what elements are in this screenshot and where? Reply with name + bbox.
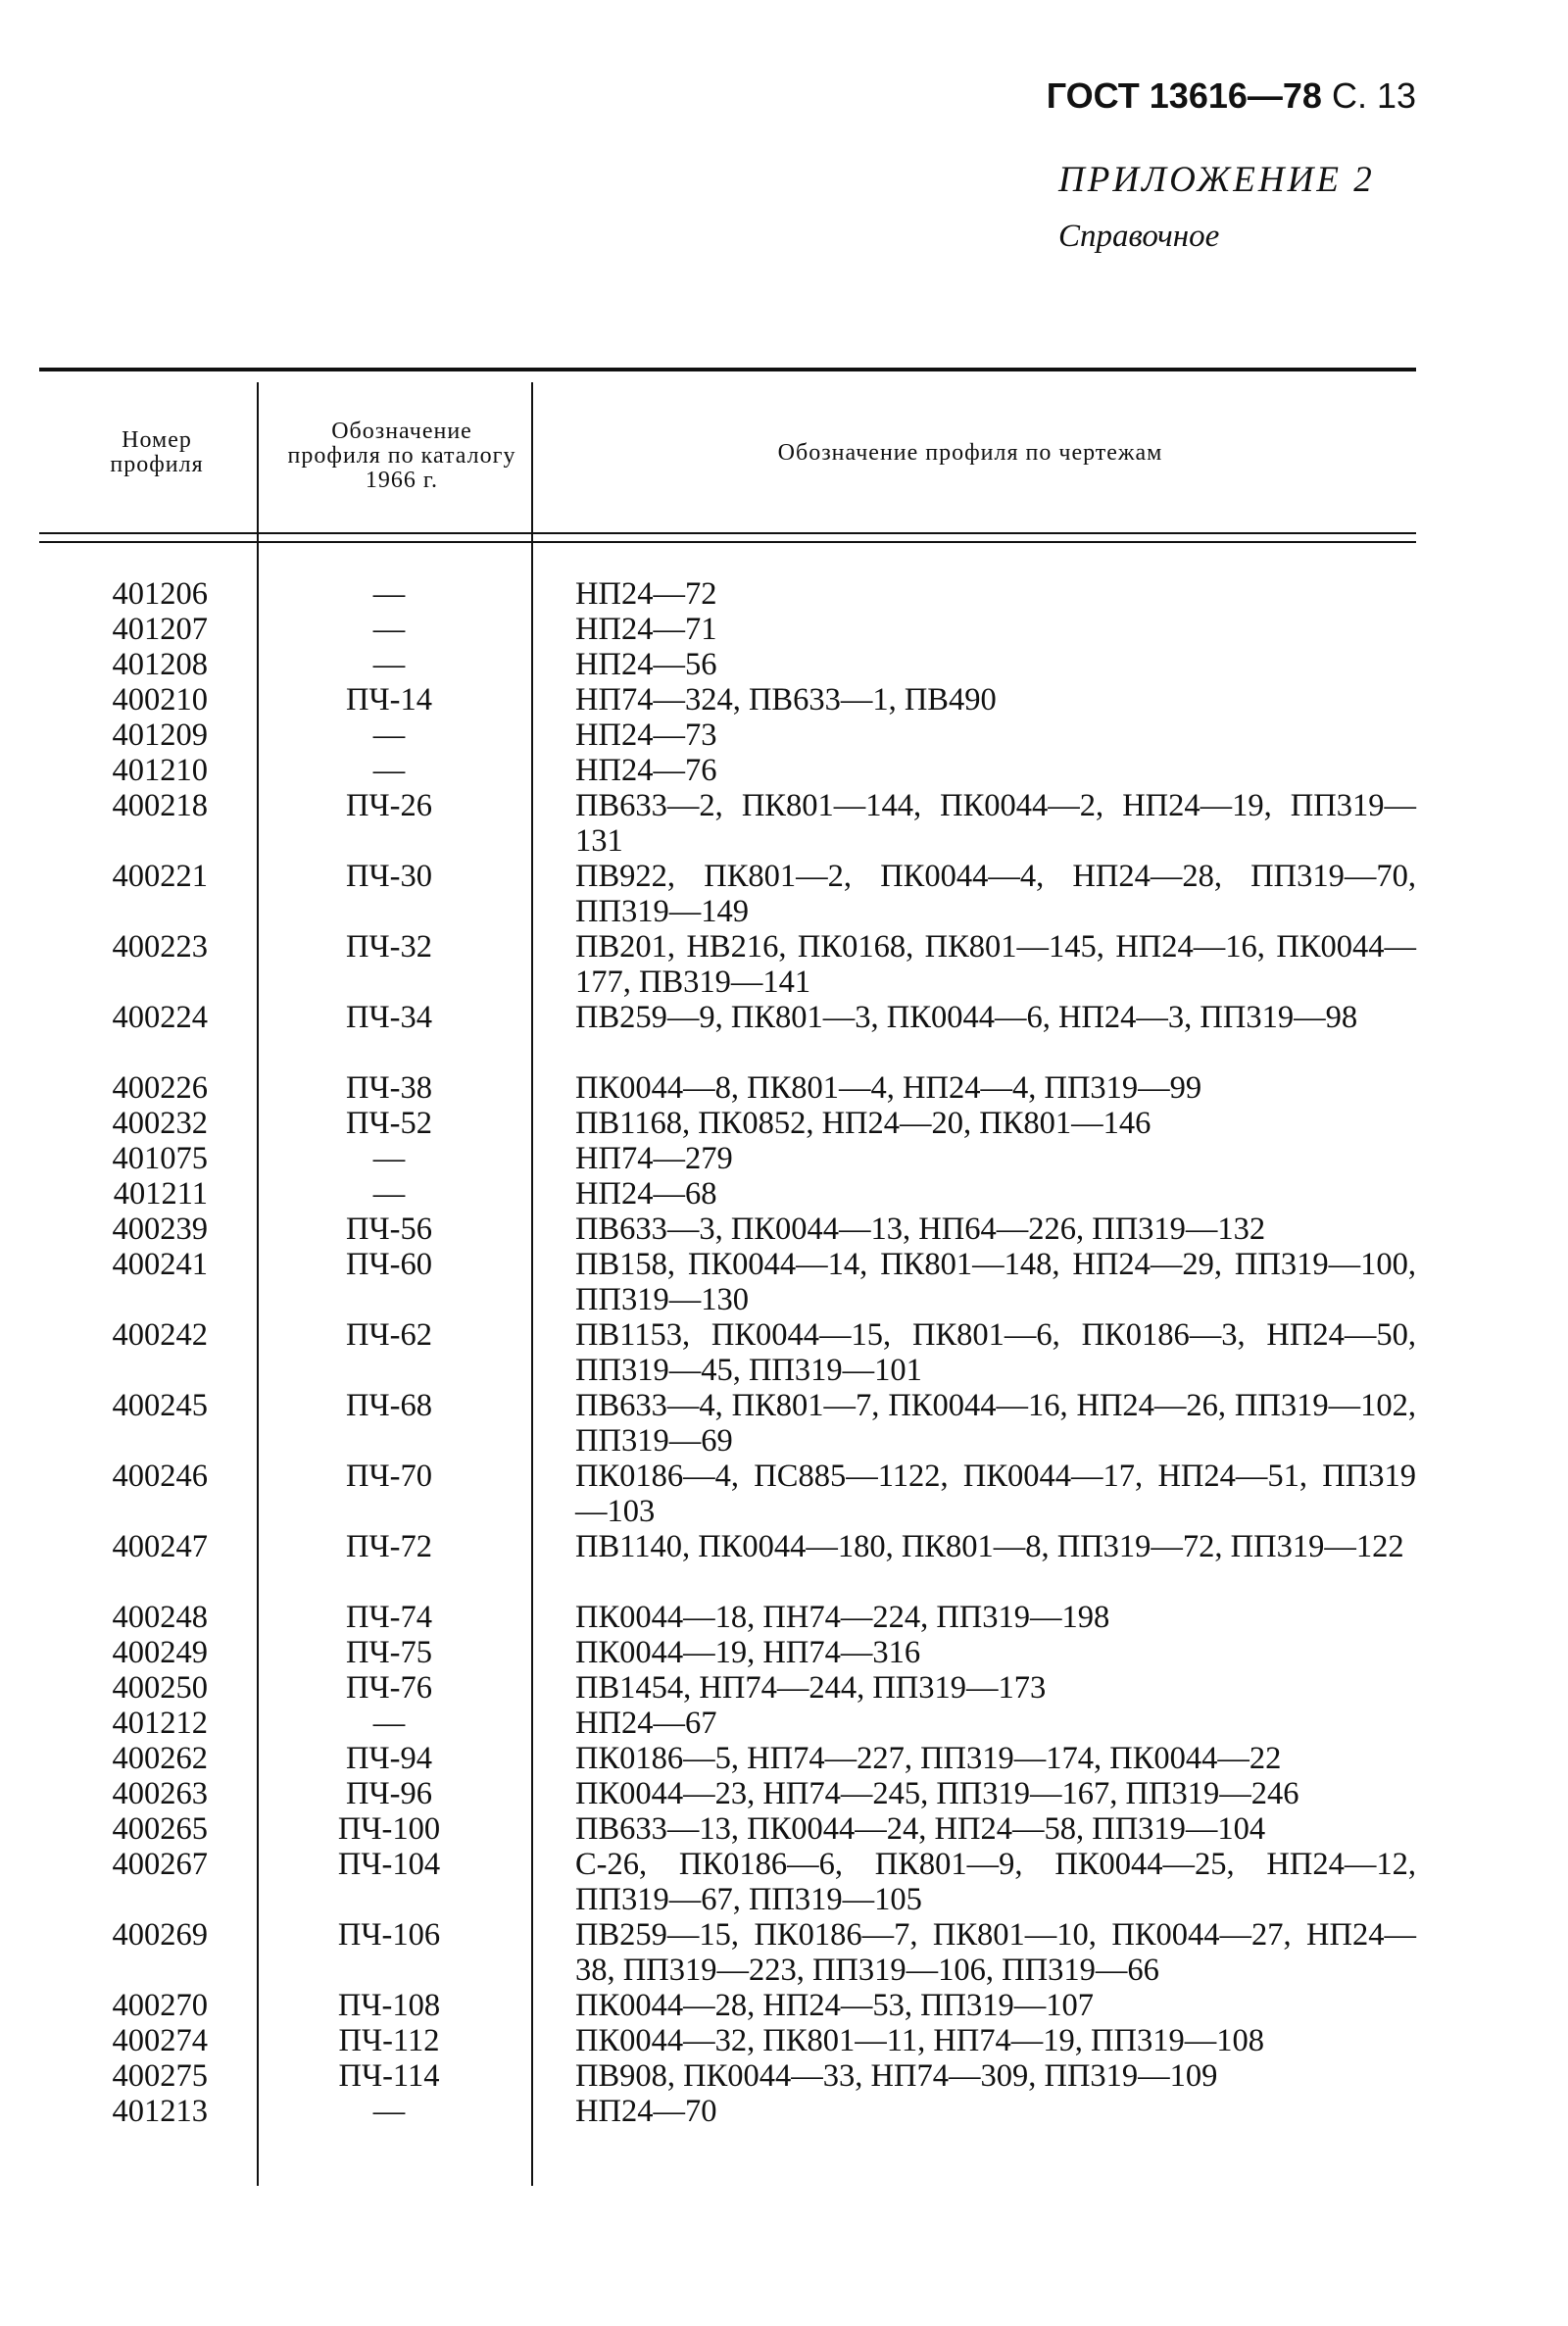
catalog-designation: ПЧ-62 bbox=[346, 1317, 432, 1353]
profile-number: 400218 bbox=[112, 788, 208, 823]
profile-number: 400226 bbox=[112, 1070, 208, 1106]
profile-number: 401207 bbox=[112, 612, 208, 647]
profile-number: 400245 bbox=[112, 1388, 208, 1423]
column-divider-2 bbox=[531, 382, 533, 2186]
profile-number: 400267 bbox=[112, 1847, 208, 1882]
standard-code: ГОСТ 13616—78 bbox=[1046, 75, 1322, 116]
profile-number: 400262 bbox=[112, 1741, 208, 1776]
drawing-designations: ПК0044—32, ПК801—11, НП74—19, ПП319—108 bbox=[575, 2023, 1264, 2058]
drawing-designations: С-26, ПК0186—6, ПК801—9, ПК0044—25, НП24—12, ПП319—67, ПП319—105 bbox=[575, 1847, 1416, 1917]
profile-number: 400269 bbox=[112, 1917, 208, 1953]
catalog-designation: — bbox=[372, 1141, 406, 1176]
drawing-designations: НП24—73 bbox=[575, 718, 717, 753]
profile-number: 401213 bbox=[112, 2094, 208, 2129]
header-rule-upper bbox=[39, 532, 1416, 534]
drawing-designations: ПВ259—9, ПК801—3, ПК0044—6, НП24—3, ПП319—98 bbox=[575, 1000, 1358, 1035]
catalog-designation: ПЧ-68 bbox=[346, 1388, 432, 1423]
profile-number: 401206 bbox=[112, 576, 208, 612]
page-header bbox=[980, 74, 1416, 118]
drawing-designations: ПВ1140, ПК0044—180, ПК801—8, ПП319—72, ПП319—122 bbox=[575, 1529, 1404, 1564]
drawing-designations: ПВ633—3, ПК0044—13, НП64—226, ПП319—132 bbox=[575, 1212, 1266, 1247]
profile-number: 400242 bbox=[112, 1317, 208, 1353]
profile-number: 400232 bbox=[112, 1106, 208, 1141]
drawing-designations: ПВ922, ПК801—2, ПК0044—4, НП24—28, ПП319—70, ПП319—149 bbox=[575, 859, 1416, 929]
catalog-designation: — bbox=[372, 1706, 406, 1741]
header-col-drawings: Обозначение профиля по чертежам bbox=[777, 440, 1163, 466]
catalog-designation: ПЧ-60 bbox=[346, 1247, 432, 1282]
catalog-designation: ПЧ-75 bbox=[346, 1635, 432, 1670]
drawing-designations: НП24—68 bbox=[575, 1176, 717, 1212]
profile-number: 400274 bbox=[112, 2023, 208, 2058]
table-top-rule bbox=[39, 368, 1416, 371]
profile-number: 401211 bbox=[113, 1176, 208, 1212]
header-col-catalog: Обозначение профиля по каталогу 1966 г. bbox=[287, 419, 516, 493]
catalog-designation: ПЧ-108 bbox=[337, 1988, 441, 2023]
catalog-designation: — bbox=[372, 753, 406, 788]
catalog-designation: ПЧ-32 bbox=[346, 929, 432, 965]
profile-number: 400210 bbox=[112, 682, 208, 718]
catalog-designation: ПЧ-104 bbox=[337, 1847, 441, 1882]
profile-number: 401210 bbox=[112, 753, 208, 788]
drawing-designations: ПВ1454, НП74—244, ПП319—173 bbox=[575, 1670, 1047, 1706]
drawing-designations: ПК0044—8, ПК801—4, НП24—4, ПП319—99 bbox=[575, 1070, 1202, 1106]
catalog-designation: ПЧ-114 bbox=[338, 2058, 440, 2094]
catalog-designation: ПЧ-74 bbox=[346, 1600, 432, 1635]
profile-number: 401209 bbox=[112, 718, 208, 753]
profile-number: 400250 bbox=[112, 1670, 208, 1706]
drawing-designations: ПВ908, ПК0044—33, НП74—309, ПП319—109 bbox=[575, 2058, 1218, 2094]
catalog-designation: ПЧ-34 bbox=[346, 1000, 432, 1035]
drawing-designations: ПВ633—2, ПК801—144, ПК0044—2, НП24—19, ПП319—131 bbox=[575, 788, 1416, 859]
catalog-designation: — bbox=[372, 718, 406, 753]
profile-number: 400239 bbox=[112, 1212, 208, 1247]
profile-number: 400275 bbox=[112, 2058, 208, 2094]
catalog-designation: ПЧ-38 bbox=[346, 1070, 432, 1106]
profile-number: 400224 bbox=[112, 1000, 208, 1035]
appendix-subtitle: Справочное bbox=[1058, 219, 1220, 254]
header-rule-lower bbox=[39, 541, 1416, 543]
drawing-designations: ПК0044—19, НП74—316 bbox=[575, 1635, 921, 1670]
drawing-designations: ПК0186—5, НП74—227, ПП319—174, ПК0044—22 bbox=[575, 1741, 1282, 1776]
catalog-designation: — bbox=[372, 2094, 406, 2129]
drawing-designations: ПВ158, ПК0044—14, ПК801—148, НП24—29, ПП319—100, ПП319—130 bbox=[575, 1247, 1416, 1317]
profile-number: 400223 bbox=[112, 929, 208, 965]
profile-number: 401208 bbox=[112, 647, 208, 682]
catalog-designation: ПЧ-30 bbox=[346, 859, 432, 894]
profile-number: 400241 bbox=[112, 1247, 208, 1282]
catalog-designation: ПЧ-70 bbox=[346, 1459, 432, 1494]
catalog-designation: — bbox=[372, 576, 406, 612]
drawing-designations: ПВ633—4, ПК801—7, ПК0044—16, НП24—26, ПП319—102, ПП319—69 bbox=[575, 1388, 1416, 1459]
drawing-designations: ПВ1153, ПК0044—15, ПК801—6, ПК0186—3, НП24—50, ПП319—45, ПП319—101 bbox=[575, 1317, 1416, 1388]
profile-number: 401075 bbox=[112, 1141, 208, 1176]
page-number: С. 13 bbox=[1331, 75, 1416, 116]
catalog-designation: — bbox=[372, 1176, 406, 1212]
drawing-designations: НП24—70 bbox=[575, 2094, 717, 2129]
catalog-designation: ПЧ-100 bbox=[337, 1811, 441, 1847]
drawing-designations: ПК0044—28, НП24—53, ПП319—107 bbox=[575, 1988, 1095, 2023]
profile-number: 400265 bbox=[112, 1811, 208, 1847]
catalog-designation: ПЧ-76 bbox=[346, 1670, 432, 1706]
catalog-designation: — bbox=[372, 647, 406, 682]
catalog-designation: ПЧ-56 bbox=[346, 1212, 432, 1247]
profile-number: 400247 bbox=[112, 1529, 208, 1564]
catalog-designation: ПЧ-112 bbox=[338, 2023, 440, 2058]
drawing-designations: НП24—56 bbox=[575, 647, 717, 682]
profile-number: 400248 bbox=[112, 1600, 208, 1635]
drawing-designations: ПВ633—13, ПК0044—24, НП24—58, ПП319—104 bbox=[575, 1811, 1266, 1847]
catalog-designation: ПЧ-94 bbox=[346, 1741, 432, 1776]
drawing-designations: НП24—71 bbox=[575, 612, 717, 647]
catalog-designation: ПЧ-26 bbox=[346, 788, 432, 823]
catalog-designation: — bbox=[372, 612, 406, 647]
drawing-designations: ПК0044—23, НП74—245, ПП319—167, ПП319—246 bbox=[575, 1776, 1299, 1811]
drawing-designations: НП24—76 bbox=[575, 753, 717, 788]
drawing-designations: НП74—324, ПВ633—1, ПВ490 bbox=[575, 682, 997, 718]
drawing-designations: НП74—279 bbox=[575, 1141, 733, 1176]
catalog-designation: ПЧ-14 bbox=[346, 682, 432, 718]
drawing-designations: НП24—72 bbox=[575, 576, 717, 612]
catalog-designation: ПЧ-72 bbox=[346, 1529, 432, 1564]
drawing-designations: НП24—67 bbox=[575, 1706, 717, 1741]
catalog-designation: ПЧ-106 bbox=[337, 1917, 441, 1953]
profile-number: 400249 bbox=[112, 1635, 208, 1670]
catalog-designation: ПЧ-96 bbox=[346, 1776, 432, 1811]
profile-number: 400270 bbox=[112, 1988, 208, 2023]
drawing-designations: ПВ201, НВ216, ПК0168, ПК801—145, НП24—16, ПК0044—177, ПВ319—141 bbox=[575, 929, 1416, 1000]
catalog-designation: ПЧ-52 bbox=[346, 1106, 432, 1141]
drawing-designations: ПК0186—4, ПС885—1122, ПК0044—17, НП24—51, ПП319—103 bbox=[575, 1459, 1416, 1529]
header-col-number: Номер профиля bbox=[110, 427, 204, 477]
profile-number: 400263 bbox=[112, 1776, 208, 1811]
profile-number: 400246 bbox=[112, 1459, 208, 1494]
profile-number: 400221 bbox=[112, 859, 208, 894]
drawing-designations: ПВ1168, ПК0852, НП24—20, ПК801—146 bbox=[575, 1106, 1152, 1141]
drawing-designations: ПВ259—15, ПК0186—7, ПК801—10, ПК0044—27, НП24—38, ПП319—223, ПП319—106, ПП319—66 bbox=[575, 1917, 1416, 1988]
profile-number: 401212 bbox=[112, 1706, 208, 1741]
drawing-designations: ПК0044—18, ПН74—224, ПП319—198 bbox=[575, 1600, 1110, 1635]
appendix-title: ПРИЛОЖЕНИЕ 2 bbox=[1058, 160, 1375, 200]
